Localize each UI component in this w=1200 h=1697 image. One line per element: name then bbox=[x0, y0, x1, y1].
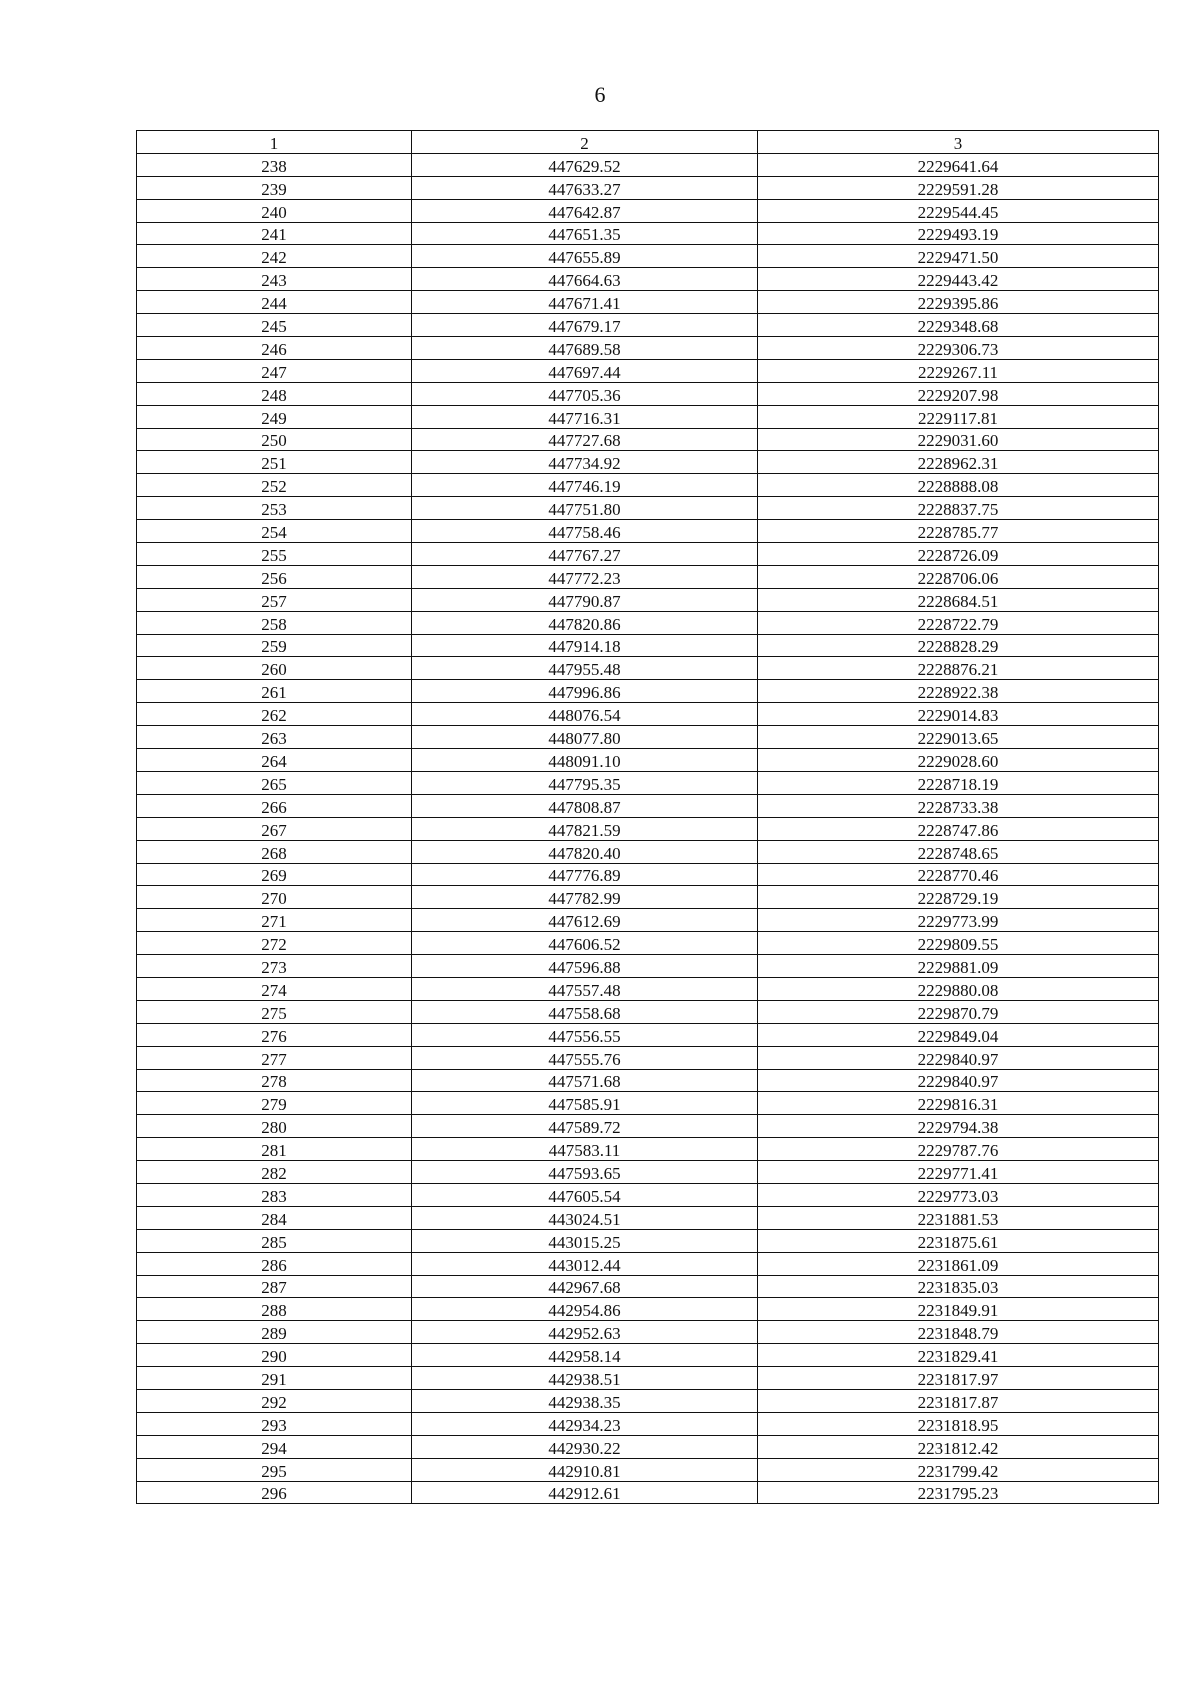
x-coordinate-cell: 442958.14 bbox=[412, 1344, 758, 1367]
point-number-cell: 246 bbox=[137, 337, 412, 360]
table-row bbox=[137, 817, 1159, 840]
table-row bbox=[137, 955, 1159, 978]
x-coordinate-cell: 447697.44 bbox=[412, 359, 758, 382]
x-coordinate-cell: 447705.36 bbox=[412, 382, 758, 405]
point-number-cell: 273 bbox=[137, 955, 412, 978]
point-number-cell: 286 bbox=[137, 1252, 412, 1275]
x-coordinate-cell: 447782.99 bbox=[412, 886, 758, 909]
x-coordinate-cell: 447955.48 bbox=[412, 657, 758, 680]
table-row bbox=[137, 1092, 1159, 1115]
point-number-cell: 294 bbox=[137, 1435, 412, 1458]
x-coordinate-cell: 447593.65 bbox=[412, 1161, 758, 1184]
page-number: 6 bbox=[594, 82, 606, 107]
point-number-cell: 243 bbox=[137, 268, 412, 291]
point-number-cell: 244 bbox=[137, 291, 412, 314]
y-coordinate-cell: 2229267.11 bbox=[758, 359, 1159, 382]
x-coordinate-cell: 448076.54 bbox=[412, 703, 758, 726]
point-number-cell: 245 bbox=[137, 314, 412, 337]
point-number-cell: 293 bbox=[137, 1412, 412, 1435]
table-row bbox=[137, 1275, 1159, 1298]
y-coordinate-cell: 2228722.79 bbox=[758, 611, 1159, 634]
y-coordinate-cell: 2229794.38 bbox=[758, 1115, 1159, 1138]
point-number-cell: 276 bbox=[137, 1023, 412, 1046]
x-coordinate-cell: 442954.86 bbox=[412, 1298, 758, 1321]
table-row bbox=[137, 474, 1159, 497]
x-coordinate-cell: 447808.87 bbox=[412, 794, 758, 817]
point-number-cell: 274 bbox=[137, 977, 412, 1000]
point-number-cell: 250 bbox=[137, 428, 412, 451]
y-coordinate-cell: 2229443.42 bbox=[758, 268, 1159, 291]
table-row bbox=[137, 382, 1159, 405]
y-coordinate-cell: 2228828.29 bbox=[758, 634, 1159, 657]
y-coordinate-cell: 2231861.09 bbox=[758, 1252, 1159, 1275]
x-coordinate-cell: 447612.69 bbox=[412, 909, 758, 932]
point-number-cell: 295 bbox=[137, 1458, 412, 1481]
table-row bbox=[137, 1161, 1159, 1184]
point-number-cell: 242 bbox=[137, 245, 412, 268]
table-row bbox=[137, 1321, 1159, 1344]
x-coordinate-cell: 447914.18 bbox=[412, 634, 758, 657]
coordinates-table bbox=[136, 130, 1159, 1504]
x-coordinate-cell: 447820.40 bbox=[412, 840, 758, 863]
y-coordinate-cell: 2229117.81 bbox=[758, 405, 1159, 428]
point-number-cell: 287 bbox=[137, 1275, 412, 1298]
table-row bbox=[137, 657, 1159, 680]
x-coordinate-cell: 443012.44 bbox=[412, 1252, 758, 1275]
point-number-cell: 278 bbox=[137, 1069, 412, 1092]
x-coordinate-cell: 448091.10 bbox=[412, 749, 758, 772]
x-coordinate-cell: 447664.63 bbox=[412, 268, 758, 291]
x-coordinate-cell: 447727.68 bbox=[412, 428, 758, 451]
x-coordinate-cell: 442934.23 bbox=[412, 1412, 758, 1435]
table-row bbox=[137, 1367, 1159, 1390]
y-coordinate-cell: 2231829.41 bbox=[758, 1344, 1159, 1367]
point-number-cell: 272 bbox=[137, 932, 412, 955]
table-row bbox=[137, 1389, 1159, 1412]
table-row bbox=[137, 1412, 1159, 1435]
y-coordinate-cell: 2231812.42 bbox=[758, 1435, 1159, 1458]
y-coordinate-cell: 2229849.04 bbox=[758, 1023, 1159, 1046]
y-coordinate-cell: 2229493.19 bbox=[758, 222, 1159, 245]
point-number-cell: 277 bbox=[137, 1046, 412, 1069]
y-coordinate-cell: 2229591.28 bbox=[758, 176, 1159, 199]
table-row bbox=[137, 199, 1159, 222]
table-row bbox=[137, 1000, 1159, 1023]
y-coordinate-cell: 2228922.38 bbox=[758, 680, 1159, 703]
table-row bbox=[137, 337, 1159, 360]
y-coordinate-cell: 2229207.98 bbox=[758, 382, 1159, 405]
x-coordinate-cell: 447746.19 bbox=[412, 474, 758, 497]
table-row bbox=[137, 932, 1159, 955]
x-coordinate-cell: 442912.61 bbox=[412, 1481, 758, 1504]
y-coordinate-cell: 2229809.55 bbox=[758, 932, 1159, 955]
y-coordinate-cell: 2229773.03 bbox=[758, 1183, 1159, 1206]
x-coordinate-cell: 447716.31 bbox=[412, 405, 758, 428]
x-coordinate-cell: 447555.76 bbox=[412, 1046, 758, 1069]
x-coordinate-cell: 447556.55 bbox=[412, 1023, 758, 1046]
x-coordinate-cell: 442910.81 bbox=[412, 1458, 758, 1481]
table-row bbox=[137, 268, 1159, 291]
x-coordinate-cell: 447671.41 bbox=[412, 291, 758, 314]
x-coordinate-cell: 447557.48 bbox=[412, 977, 758, 1000]
x-coordinate-cell: 447642.87 bbox=[412, 199, 758, 222]
table-row bbox=[137, 291, 1159, 314]
y-coordinate-cell: 2231835.03 bbox=[758, 1275, 1159, 1298]
x-coordinate-cell: 447776.89 bbox=[412, 863, 758, 886]
point-number-cell: 279 bbox=[137, 1092, 412, 1115]
table-row bbox=[137, 314, 1159, 337]
x-coordinate-cell: 447583.11 bbox=[412, 1138, 758, 1161]
y-coordinate-cell: 2228888.08 bbox=[758, 474, 1159, 497]
x-coordinate-cell: 447585.91 bbox=[412, 1092, 758, 1115]
y-coordinate-cell: 2228770.46 bbox=[758, 863, 1159, 886]
point-number-cell: 265 bbox=[137, 771, 412, 794]
y-coordinate-cell: 2229306.73 bbox=[758, 337, 1159, 360]
y-coordinate-cell: 2231848.79 bbox=[758, 1321, 1159, 1344]
y-coordinate-cell: 2228718.19 bbox=[758, 771, 1159, 794]
table-row bbox=[137, 794, 1159, 817]
y-coordinate-cell: 2228729.19 bbox=[758, 886, 1159, 909]
table-row bbox=[137, 153, 1159, 176]
y-coordinate-cell: 2231799.42 bbox=[758, 1458, 1159, 1481]
point-number-cell: 249 bbox=[137, 405, 412, 428]
point-number-cell: 284 bbox=[137, 1206, 412, 1229]
point-number-cell: 247 bbox=[137, 359, 412, 382]
x-coordinate-cell: 447996.86 bbox=[412, 680, 758, 703]
table-row bbox=[137, 176, 1159, 199]
table-row bbox=[137, 1069, 1159, 1092]
x-coordinate-cell: 447734.92 bbox=[412, 451, 758, 474]
point-number-cell: 252 bbox=[137, 474, 412, 497]
y-coordinate-cell: 2228706.06 bbox=[758, 565, 1159, 588]
x-coordinate-cell: 447821.59 bbox=[412, 817, 758, 840]
point-number-cell: 271 bbox=[137, 909, 412, 932]
y-coordinate-cell: 2229348.68 bbox=[758, 314, 1159, 337]
x-coordinate-cell: 447589.72 bbox=[412, 1115, 758, 1138]
x-coordinate-cell: 442930.22 bbox=[412, 1435, 758, 1458]
y-coordinate-cell: 2228748.65 bbox=[758, 840, 1159, 863]
table-row bbox=[137, 749, 1159, 772]
column-header-2: 2 bbox=[412, 131, 758, 154]
x-coordinate-cell: 443024.51 bbox=[412, 1206, 758, 1229]
point-number-cell: 256 bbox=[137, 565, 412, 588]
table-row bbox=[137, 222, 1159, 245]
y-coordinate-cell: 2228876.21 bbox=[758, 657, 1159, 680]
point-number-cell: 254 bbox=[137, 520, 412, 543]
table-row bbox=[137, 1023, 1159, 1046]
point-number-cell: 268 bbox=[137, 840, 412, 863]
table-row bbox=[137, 1183, 1159, 1206]
point-number-cell: 292 bbox=[137, 1389, 412, 1412]
table-row bbox=[137, 1298, 1159, 1321]
table-row bbox=[137, 451, 1159, 474]
table-row bbox=[137, 771, 1159, 794]
table-row bbox=[137, 1115, 1159, 1138]
table-row bbox=[137, 634, 1159, 657]
point-number-cell: 263 bbox=[137, 726, 412, 749]
point-number-cell: 239 bbox=[137, 176, 412, 199]
point-number-cell: 257 bbox=[137, 588, 412, 611]
point-number-cell: 269 bbox=[137, 863, 412, 886]
y-coordinate-cell: 2229544.45 bbox=[758, 199, 1159, 222]
point-number-cell: 281 bbox=[137, 1138, 412, 1161]
column-header-1: 1 bbox=[137, 131, 412, 154]
y-coordinate-cell: 2231817.97 bbox=[758, 1367, 1159, 1390]
point-number-cell: 296 bbox=[137, 1481, 412, 1504]
x-coordinate-cell: 443015.25 bbox=[412, 1229, 758, 1252]
table-row bbox=[137, 886, 1159, 909]
table-row bbox=[137, 863, 1159, 886]
y-coordinate-cell: 2229028.60 bbox=[758, 749, 1159, 772]
table-row bbox=[137, 680, 1159, 703]
table-row bbox=[137, 1229, 1159, 1252]
column-header-3: 3 bbox=[758, 131, 1159, 154]
x-coordinate-cell: 447790.87 bbox=[412, 588, 758, 611]
y-coordinate-cell: 2231881.53 bbox=[758, 1206, 1159, 1229]
point-number-cell: 275 bbox=[137, 1000, 412, 1023]
table-row bbox=[137, 245, 1159, 268]
table-row bbox=[137, 611, 1159, 634]
point-number-cell: 267 bbox=[137, 817, 412, 840]
x-coordinate-cell: 447633.27 bbox=[412, 176, 758, 199]
table-row bbox=[137, 565, 1159, 588]
point-number-cell: 255 bbox=[137, 543, 412, 566]
table-row bbox=[137, 726, 1159, 749]
y-coordinate-cell: 2231849.91 bbox=[758, 1298, 1159, 1321]
table-row bbox=[137, 1481, 1159, 1504]
point-number-cell: 289 bbox=[137, 1321, 412, 1344]
y-coordinate-cell: 2228684.51 bbox=[758, 588, 1159, 611]
point-number-cell: 261 bbox=[137, 680, 412, 703]
x-coordinate-cell: 447651.35 bbox=[412, 222, 758, 245]
table-row bbox=[137, 543, 1159, 566]
x-coordinate-cell: 447679.17 bbox=[412, 314, 758, 337]
y-coordinate-cell: 2229840.97 bbox=[758, 1046, 1159, 1069]
y-coordinate-cell: 2229773.99 bbox=[758, 909, 1159, 932]
point-number-cell: 241 bbox=[137, 222, 412, 245]
point-number-cell: 264 bbox=[137, 749, 412, 772]
y-coordinate-cell: 2231818.95 bbox=[758, 1412, 1159, 1435]
y-coordinate-cell: 2229870.79 bbox=[758, 1000, 1159, 1023]
x-coordinate-cell: 448077.80 bbox=[412, 726, 758, 749]
point-number-cell: 270 bbox=[137, 886, 412, 909]
point-number-cell: 251 bbox=[137, 451, 412, 474]
y-coordinate-cell: 2229880.08 bbox=[758, 977, 1159, 1000]
point-number-cell: 290 bbox=[137, 1344, 412, 1367]
table-row bbox=[137, 359, 1159, 382]
x-coordinate-cell: 447558.68 bbox=[412, 1000, 758, 1023]
x-coordinate-cell: 447629.52 bbox=[412, 153, 758, 176]
point-number-cell: 258 bbox=[137, 611, 412, 634]
y-coordinate-cell: 2229471.50 bbox=[758, 245, 1159, 268]
x-coordinate-cell: 447795.35 bbox=[412, 771, 758, 794]
table-row bbox=[137, 588, 1159, 611]
x-coordinate-cell: 447596.88 bbox=[412, 955, 758, 978]
y-coordinate-cell: 2231795.23 bbox=[758, 1481, 1159, 1504]
point-number-cell: 238 bbox=[137, 153, 412, 176]
y-coordinate-cell: 2229641.64 bbox=[758, 153, 1159, 176]
y-coordinate-cell: 2228785.77 bbox=[758, 520, 1159, 543]
x-coordinate-cell: 442952.63 bbox=[412, 1321, 758, 1344]
y-coordinate-cell: 2229031.60 bbox=[758, 428, 1159, 451]
x-coordinate-cell: 442938.51 bbox=[412, 1367, 758, 1390]
point-number-cell: 285 bbox=[137, 1229, 412, 1252]
y-coordinate-cell: 2229771.41 bbox=[758, 1161, 1159, 1184]
point-number-cell: 280 bbox=[137, 1115, 412, 1138]
table-row bbox=[137, 520, 1159, 543]
y-coordinate-cell: 2231875.61 bbox=[758, 1229, 1159, 1252]
y-coordinate-cell: 2228962.31 bbox=[758, 451, 1159, 474]
y-coordinate-cell: 2229881.09 bbox=[758, 955, 1159, 978]
table-row bbox=[137, 977, 1159, 1000]
table-row bbox=[137, 703, 1159, 726]
x-coordinate-cell: 447772.23 bbox=[412, 565, 758, 588]
table-row bbox=[137, 428, 1159, 451]
point-number-cell: 283 bbox=[137, 1183, 412, 1206]
y-coordinate-cell: 2228747.86 bbox=[758, 817, 1159, 840]
header-row bbox=[137, 131, 1159, 154]
y-coordinate-cell: 2229013.65 bbox=[758, 726, 1159, 749]
table-row bbox=[137, 909, 1159, 932]
table-header bbox=[137, 131, 1159, 154]
y-coordinate-cell: 2229816.31 bbox=[758, 1092, 1159, 1115]
x-coordinate-cell: 447655.89 bbox=[412, 245, 758, 268]
point-number-cell: 253 bbox=[137, 497, 412, 520]
x-coordinate-cell: 447758.46 bbox=[412, 520, 758, 543]
point-number-cell: 248 bbox=[137, 382, 412, 405]
point-number-cell: 288 bbox=[137, 1298, 412, 1321]
point-number-cell: 259 bbox=[137, 634, 412, 657]
table-row bbox=[137, 1046, 1159, 1069]
table-row bbox=[137, 840, 1159, 863]
x-coordinate-cell: 447605.54 bbox=[412, 1183, 758, 1206]
y-coordinate-cell: 2228837.75 bbox=[758, 497, 1159, 520]
y-coordinate-cell: 2229787.76 bbox=[758, 1138, 1159, 1161]
x-coordinate-cell: 447571.68 bbox=[412, 1069, 758, 1092]
y-coordinate-cell: 2228733.38 bbox=[758, 794, 1159, 817]
table-row bbox=[137, 405, 1159, 428]
table-row bbox=[137, 497, 1159, 520]
x-coordinate-cell: 442967.68 bbox=[412, 1275, 758, 1298]
table-row bbox=[137, 1458, 1159, 1481]
table-row bbox=[137, 1435, 1159, 1458]
x-coordinate-cell: 447751.80 bbox=[412, 497, 758, 520]
y-coordinate-cell: 2228726.09 bbox=[758, 543, 1159, 566]
x-coordinate-cell: 447820.86 bbox=[412, 611, 758, 634]
point-number-cell: 291 bbox=[137, 1367, 412, 1390]
point-number-cell: 266 bbox=[137, 794, 412, 817]
point-number-cell: 282 bbox=[137, 1161, 412, 1184]
table-body bbox=[137, 153, 1159, 1504]
x-coordinate-cell: 442938.35 bbox=[412, 1389, 758, 1412]
point-number-cell: 262 bbox=[137, 703, 412, 726]
table-row bbox=[137, 1206, 1159, 1229]
point-number-cell: 260 bbox=[137, 657, 412, 680]
x-coordinate-cell: 447689.58 bbox=[412, 337, 758, 360]
table-row bbox=[137, 1344, 1159, 1367]
y-coordinate-cell: 2229840.97 bbox=[758, 1069, 1159, 1092]
x-coordinate-cell: 447606.52 bbox=[412, 932, 758, 955]
point-number-cell: 240 bbox=[137, 199, 412, 222]
y-coordinate-cell: 2229395.86 bbox=[758, 291, 1159, 314]
table-row bbox=[137, 1138, 1159, 1161]
table-row bbox=[137, 1252, 1159, 1275]
y-coordinate-cell: 2229014.83 bbox=[758, 703, 1159, 726]
y-coordinate-cell: 2231817.87 bbox=[758, 1389, 1159, 1412]
x-coordinate-cell: 447767.27 bbox=[412, 543, 758, 566]
